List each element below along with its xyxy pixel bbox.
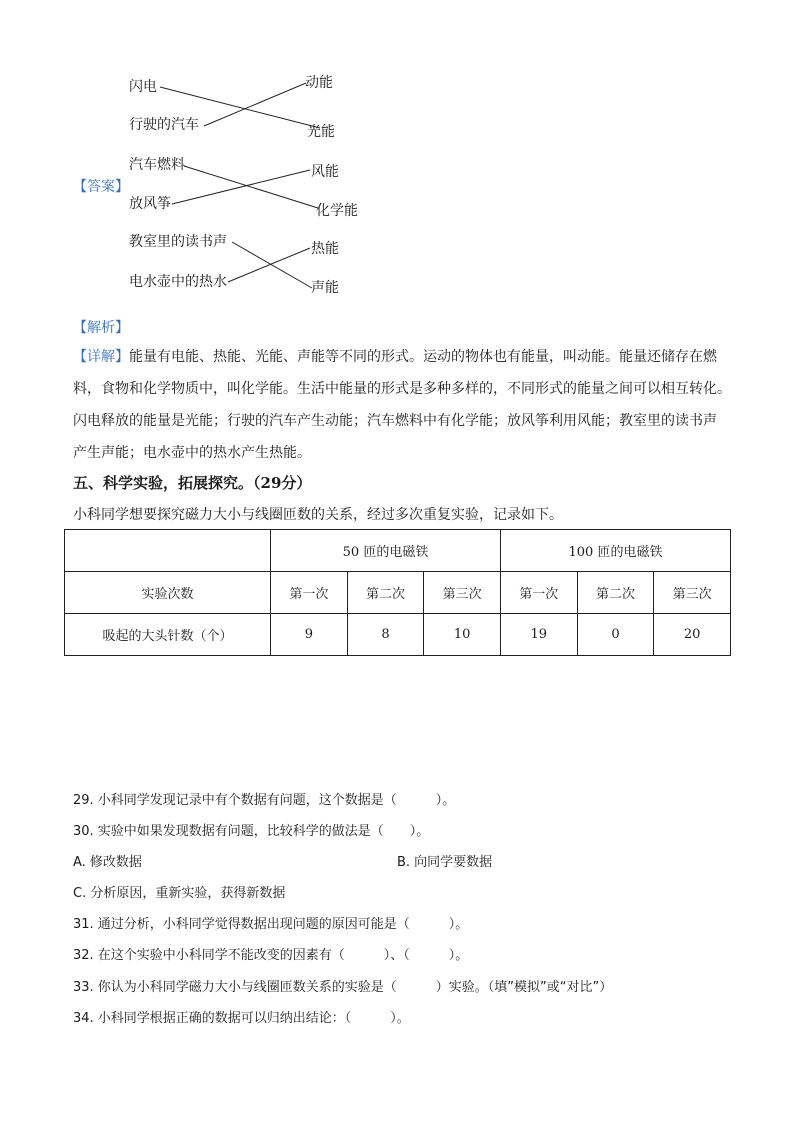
match-right-item: 化学能 [316,203,358,219]
question-31: 31. 通过分析，小科同学觉得数据出现问题的原因可能是（ ）。 [73,917,469,932]
match-line [204,83,306,126]
match-left-item: 放风筝 [129,196,171,212]
matching-lines [0,0,793,320]
table-cell [65,530,271,572]
match-right-item: 风能 [311,164,339,180]
match-right-item: 声能 [311,280,339,296]
intro-text: 小科同学想要探究磁力大小与线圈匝数的关系，经过多次重复实验，记录如下。 [73,507,563,523]
detail-paragraph: 【详解】能量有电能、热能、光能、声能等不同的形式。运动的物体也有能量，叫动能。能量还储存在燃 料，食物和化学物质中，叫化学能。生活中能量的形式是多种多样的，不同形式的能量之间可以相互转化。 闪电释放的能量是光能；行驶的汽车产生动能；汽车燃料中有化学能；放风筝利用风能；教室里的读书声 产生声能；电水壶中的热水产生热能。 [73,349,731,461]
match-right-item: 热能 [311,241,339,257]
table-cell: 第二次 [577,572,654,614]
option-c: C. 分析原因，重新实验，获得新数据 [73,886,286,901]
match-left-item: 行驶的汽车 [129,117,199,133]
match-line [228,248,310,282]
table-row [65,530,731,572]
table-cell: 10 [424,614,501,656]
match-left-item: 闪电 [129,79,157,95]
table-cell: 第一次 [271,572,348,614]
table-cell: 第三次 [424,572,501,614]
table-cell: 第一次 [500,572,577,614]
question-34: 34. 小科同学根据正确的数据可以归纳出结论：（ ）。 [73,1011,410,1026]
question-32: 32. 在这个实验中小科同学不能改变的因素有（ ）、（ ）。 [73,948,469,963]
table-row-label: 吸起的大头针数（个） [65,614,271,656]
match-right-item: 动能 [305,75,333,91]
table-cell: 第三次 [654,572,731,614]
table-group-header: 50 匝的电磁铁 [271,530,501,572]
table-row [65,614,731,656]
table-cell: 19 [500,614,577,656]
analysis-label: 【解析】 [73,320,129,336]
table-row-label: 实验次数 [65,572,271,614]
question-29: 29. 小科同学发现记录中有个数据有问题，这个数据是（ ）。 [73,793,456,808]
table-row [65,572,731,614]
question-33: 33. 你认为小科同学磁力大小与线圈匝数关系的实验是（ ）实验。（填”模拟”或“对比”） [73,980,613,995]
match-right-item: 光能 [307,124,335,140]
table-cell: 20 [654,614,731,656]
table-group-header: 100 匝的电磁铁 [500,530,730,572]
detail-label: 【详解】 [73,349,129,365]
data-table [64,529,731,656]
match-line [232,242,312,288]
table-cell: 0 [577,614,654,656]
match-line [184,166,318,208]
option-b: B. 向同学要数据 [397,855,493,870]
table-cell: 8 [347,614,424,656]
table-cell: 9 [271,614,348,656]
match-left-item: 教室里的读书声 [129,234,227,250]
option-a: A. 修改数据 [73,855,142,870]
table-cell: 第二次 [347,572,424,614]
section-title: 五、科学实验，拓展探究。（29分） [73,474,312,492]
question-30: 30. 实验中如果发现数据有问题，比较科学的做法是（ ）。 [73,824,430,839]
match-left-item: 汽车燃料 [129,157,185,173]
answer-label: 【答案】 [73,179,129,195]
match-left-item: 电水壶中的热水 [129,274,227,290]
